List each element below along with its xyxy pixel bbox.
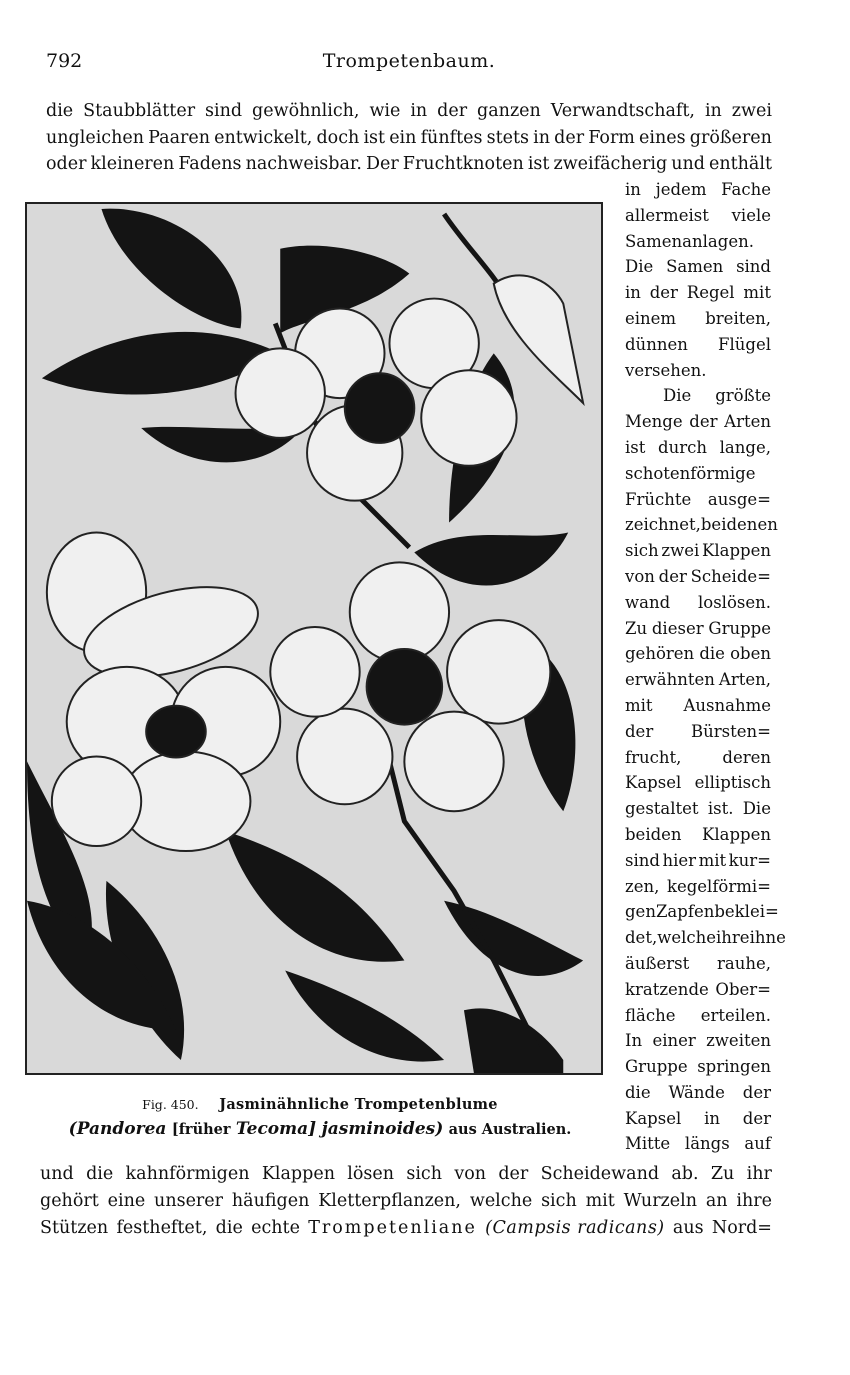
word: Paaren bbox=[148, 127, 210, 148]
word: in bbox=[625, 180, 641, 199]
word: durch bbox=[658, 437, 707, 457]
word: von bbox=[454, 1164, 487, 1184]
caption-title: Jasminähnliche Trompetenblume bbox=[219, 1096, 498, 1113]
word: schotenförmige bbox=[625, 463, 756, 483]
text-line bbox=[625, 564, 771, 590]
word: kegelförmi= bbox=[666, 876, 771, 896]
word: ist. bbox=[707, 799, 734, 819]
text-line bbox=[625, 616, 771, 642]
word: ihr bbox=[746, 1164, 772, 1184]
word: Kapsel bbox=[625, 1108, 682, 1128]
word: Wurzeln bbox=[623, 1190, 697, 1211]
text-line bbox=[625, 1054, 771, 1080]
text-line bbox=[625, 409, 771, 435]
word: fläche bbox=[625, 1005, 676, 1025]
word: der bbox=[437, 101, 468, 121]
text-line bbox=[46, 125, 772, 152]
word: wand bbox=[625, 592, 671, 612]
word: einer bbox=[652, 1031, 696, 1051]
word: eines bbox=[639, 127, 686, 148]
word: echte bbox=[251, 1217, 300, 1238]
caption-paren-open: ( bbox=[68, 1119, 77, 1139]
text-line bbox=[625, 1028, 771, 1054]
word: beiden bbox=[625, 824, 682, 844]
word: zwei bbox=[731, 101, 772, 121]
word: sind bbox=[205, 101, 243, 121]
text-line bbox=[625, 383, 771, 409]
word: denen bbox=[726, 515, 778, 535]
word: hier bbox=[662, 850, 697, 870]
word: Arten, bbox=[718, 670, 771, 690]
text-line bbox=[625, 951, 771, 977]
word: eine bbox=[107, 1190, 146, 1211]
word: zweifächerig bbox=[553, 154, 668, 174]
word: die bbox=[46, 101, 74, 121]
word: frucht, bbox=[625, 747, 682, 767]
text-line bbox=[625, 461, 771, 487]
caption-line-2 bbox=[40, 1116, 600, 1143]
text-line bbox=[625, 1131, 771, 1157]
word: Früchte bbox=[625, 489, 692, 509]
word: gehört bbox=[40, 1190, 99, 1211]
text-line bbox=[625, 229, 771, 255]
text-line bbox=[625, 977, 771, 1003]
word: ungleichen bbox=[46, 127, 144, 148]
word: der bbox=[625, 721, 654, 741]
word: mit bbox=[743, 283, 771, 303]
figure-caption bbox=[40, 1094, 600, 1143]
word: in bbox=[704, 101, 722, 121]
caption-old-genus: Tecoma] bbox=[235, 1119, 317, 1139]
word: sich bbox=[625, 541, 659, 561]
word: ihre bbox=[736, 1190, 772, 1211]
text-line bbox=[625, 874, 771, 900]
word: entwickelt, bbox=[214, 127, 313, 148]
text-line bbox=[625, 358, 771, 384]
word: Fadens bbox=[178, 154, 242, 174]
word: sich bbox=[541, 1190, 577, 1211]
text-line bbox=[46, 98, 772, 125]
word: lange, bbox=[719, 437, 771, 457]
word: wie bbox=[369, 101, 401, 121]
word: kratzende bbox=[625, 979, 709, 999]
word: Die bbox=[625, 257, 654, 277]
word: jedem bbox=[655, 180, 707, 199]
running-title: Trompetenbaum. bbox=[322, 50, 496, 72]
caption-origin: aus Australien. bbox=[448, 1121, 572, 1138]
page-number: 792 bbox=[46, 50, 83, 72]
word: Nord= bbox=[711, 1217, 772, 1238]
word: der bbox=[554, 127, 585, 148]
word: Scheide= bbox=[690, 566, 771, 586]
word: Regel bbox=[686, 283, 735, 303]
word: oben bbox=[730, 644, 771, 664]
word: längs bbox=[684, 1134, 730, 1154]
text-line bbox=[625, 332, 771, 358]
text-line bbox=[625, 770, 771, 796]
word: an bbox=[705, 1190, 728, 1211]
word: äußerst bbox=[625, 953, 690, 973]
word: größte bbox=[715, 386, 771, 406]
word: der bbox=[689, 412, 718, 432]
word: gen bbox=[625, 902, 656, 922]
word: und bbox=[40, 1164, 74, 1184]
word: größeren bbox=[689, 127, 772, 148]
word: kahnförmigen bbox=[125, 1164, 250, 1184]
text-line bbox=[46, 151, 772, 178]
caption-genus: Pandorea bbox=[76, 1119, 167, 1139]
word: ausge= bbox=[707, 489, 771, 509]
word: ihre bbox=[716, 928, 750, 948]
word: zen, bbox=[625, 876, 660, 896]
word: ihne bbox=[749, 928, 786, 948]
word: in bbox=[533, 127, 550, 148]
word: Die bbox=[742, 799, 771, 819]
word: mit bbox=[698, 850, 727, 870]
text-line bbox=[625, 822, 771, 848]
word: Ober= bbox=[715, 979, 771, 999]
word: Form bbox=[588, 127, 635, 148]
word: der bbox=[658, 566, 687, 586]
text-line bbox=[625, 925, 786, 951]
word: viele bbox=[731, 205, 771, 225]
word: unserer bbox=[154, 1190, 224, 1211]
text-line bbox=[625, 487, 771, 513]
caption-former: [früher bbox=[171, 1121, 231, 1138]
word: gewöhnlich, bbox=[252, 101, 360, 121]
text-line bbox=[625, 1080, 771, 1106]
word: Stützen bbox=[40, 1217, 109, 1238]
text-line bbox=[625, 745, 771, 771]
word: welche bbox=[657, 928, 717, 948]
word: Gruppe bbox=[708, 618, 771, 638]
word: gestaltet bbox=[625, 799, 699, 819]
word: die bbox=[625, 1082, 651, 1102]
text-line bbox=[625, 306, 771, 332]
word: stets bbox=[486, 127, 529, 148]
word: Fache bbox=[721, 180, 771, 199]
text-line bbox=[625, 203, 771, 229]
word: von bbox=[625, 566, 655, 586]
word: der bbox=[498, 1164, 529, 1184]
word: gehören bbox=[625, 644, 695, 664]
word: einem bbox=[625, 308, 677, 328]
word: Die bbox=[663, 386, 692, 406]
word: die bbox=[215, 1217, 243, 1238]
word: deren bbox=[722, 747, 771, 767]
word: Mitte bbox=[625, 1134, 671, 1154]
word: fünftes bbox=[420, 127, 483, 148]
word: Gruppe bbox=[625, 1057, 688, 1077]
word: lösen bbox=[347, 1164, 395, 1184]
word: und bbox=[671, 154, 705, 174]
text-line bbox=[625, 435, 771, 461]
word: Kapsel bbox=[625, 773, 682, 793]
word: loslösen. bbox=[698, 592, 771, 612]
word: Trompetenliane bbox=[308, 1217, 477, 1238]
word: häufigen bbox=[231, 1190, 310, 1211]
text-line bbox=[625, 177, 771, 203]
word: welche bbox=[469, 1190, 533, 1211]
word: nachweisbar. bbox=[245, 154, 362, 174]
body-text-top bbox=[46, 98, 772, 178]
text-line bbox=[40, 1215, 772, 1242]
word: in bbox=[410, 101, 428, 121]
flower-illustration bbox=[25, 202, 603, 1075]
word: erteilen. bbox=[700, 1005, 771, 1025]
word: mit bbox=[625, 695, 653, 715]
word: sind bbox=[625, 850, 660, 870]
text-line bbox=[625, 280, 771, 306]
word: breiten, bbox=[705, 308, 771, 328]
word: ist bbox=[625, 437, 646, 457]
word: det, bbox=[625, 928, 658, 948]
text-line bbox=[40, 1188, 772, 1215]
word: zwei bbox=[661, 541, 700, 561]
text-line bbox=[625, 719, 771, 745]
text-line bbox=[40, 1161, 772, 1188]
word: Zapfen bbox=[655, 902, 715, 922]
word: Kletterpflanzen, bbox=[318, 1190, 461, 1211]
word: Arten bbox=[724, 412, 771, 432]
caption-line-1 bbox=[40, 1094, 600, 1116]
word: auf bbox=[744, 1134, 771, 1154]
word: oder bbox=[46, 154, 87, 174]
text-line bbox=[625, 899, 779, 925]
word: Zu bbox=[710, 1164, 735, 1184]
word: Zu bbox=[625, 618, 648, 638]
text-line bbox=[625, 641, 771, 667]
word: sind bbox=[736, 257, 771, 277]
word: erwähnten bbox=[625, 670, 715, 690]
word: kleineren bbox=[90, 154, 175, 174]
word: Wände bbox=[668, 1082, 725, 1102]
word: Bürsten= bbox=[691, 721, 771, 741]
word: Der bbox=[365, 154, 399, 174]
word: Verwandtschaft, bbox=[550, 101, 695, 121]
word: doch bbox=[316, 127, 360, 148]
text-line bbox=[625, 590, 771, 616]
body-text-bottom bbox=[40, 1161, 772, 1241]
word: zeichnet, bbox=[625, 515, 701, 535]
text-line bbox=[625, 667, 771, 693]
word: In bbox=[625, 1031, 643, 1051]
trumpet-flower-drawing bbox=[27, 204, 601, 1073]
word: Fruchtknoten bbox=[402, 154, 524, 174]
word: Scheidewand bbox=[540, 1164, 660, 1184]
text-line bbox=[625, 254, 771, 280]
text-line bbox=[625, 693, 771, 719]
word: allermeist bbox=[625, 205, 709, 225]
word: Flügel bbox=[718, 334, 771, 354]
word: Klappen bbox=[261, 1164, 335, 1184]
page-header bbox=[46, 50, 772, 78]
word: Klappen bbox=[702, 824, 771, 844]
word: ist bbox=[527, 154, 550, 174]
word: springen bbox=[697, 1057, 771, 1077]
word: aus bbox=[672, 1217, 704, 1238]
word: Ausnahme bbox=[683, 695, 771, 715]
figure-number: Fig. 450. bbox=[142, 1097, 199, 1112]
text-line bbox=[625, 538, 771, 564]
word: ist bbox=[363, 127, 386, 148]
word: die bbox=[699, 644, 725, 664]
text-line bbox=[625, 512, 778, 538]
word: ein bbox=[389, 127, 417, 148]
species-name: (Campsis radicans) bbox=[485, 1217, 665, 1238]
word: Samenanlagen. bbox=[625, 231, 754, 251]
caption-species: jasminoides) bbox=[321, 1119, 444, 1139]
word: der bbox=[649, 283, 678, 303]
word: ganzen bbox=[477, 101, 541, 121]
word: Staubblätter bbox=[83, 101, 196, 121]
text-line bbox=[625, 1106, 771, 1132]
word: rauhe, bbox=[717, 953, 771, 973]
word: die bbox=[86, 1164, 114, 1184]
text-line bbox=[625, 848, 771, 874]
word: zweiten bbox=[706, 1031, 771, 1051]
body-text-side-column bbox=[625, 177, 786, 1157]
word: Samen bbox=[666, 257, 724, 277]
word: dieser bbox=[651, 618, 704, 638]
word: sich bbox=[406, 1164, 442, 1184]
word: mit bbox=[585, 1190, 615, 1211]
word: Menge bbox=[625, 412, 683, 432]
text-line bbox=[625, 796, 771, 822]
word: dünnen bbox=[625, 334, 688, 354]
word: in bbox=[704, 1108, 720, 1128]
word: in bbox=[625, 283, 641, 303]
word: beklei= bbox=[714, 902, 779, 922]
word: versehen. bbox=[625, 360, 707, 380]
word: bei bbox=[700, 515, 727, 535]
word: der bbox=[742, 1108, 771, 1128]
word: ab. bbox=[671, 1164, 699, 1184]
word: der bbox=[742, 1082, 771, 1102]
word: Klappen bbox=[702, 541, 771, 561]
word: enthält bbox=[708, 154, 772, 174]
word: kur= bbox=[728, 850, 771, 870]
word: festheftet, bbox=[116, 1217, 208, 1238]
word: elliptisch bbox=[694, 773, 771, 793]
text-line bbox=[625, 1003, 771, 1029]
